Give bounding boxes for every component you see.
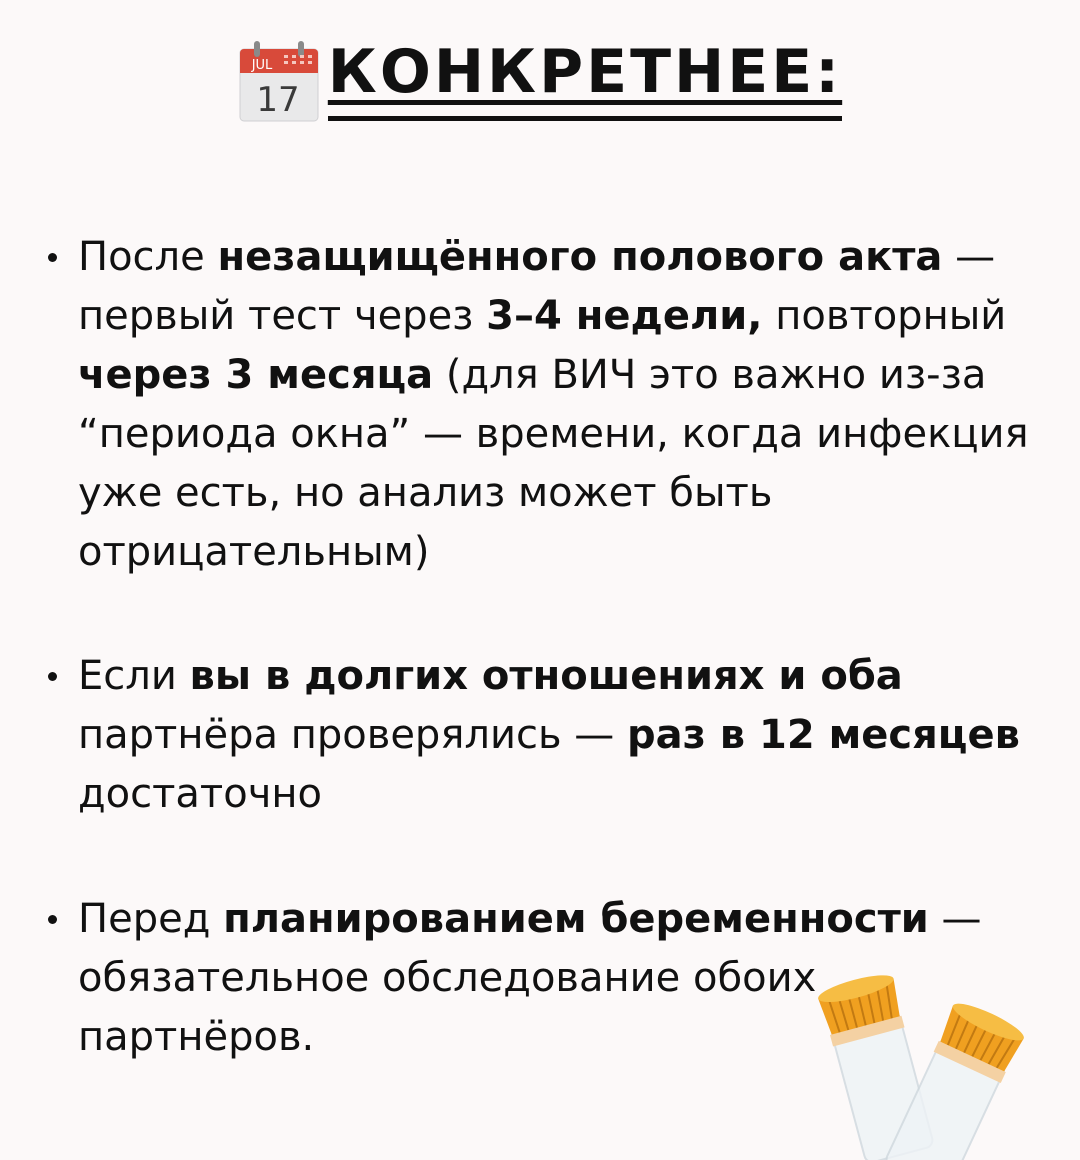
item-bold: через 3 месяца bbox=[78, 352, 434, 398]
item-bold: раз в 12 месяцев bbox=[626, 712, 1020, 758]
page-title: КОНКРЕТНЕЕ: bbox=[328, 30, 842, 121]
item-text: партнёра проверялись — bbox=[78, 712, 627, 758]
item-text: После bbox=[78, 234, 218, 280]
calendar-day: 17 bbox=[256, 80, 300, 120]
item-text: достаточно bbox=[78, 771, 322, 817]
item-text: (для ВИЧ это важно из‑за “периода окна” — времени, когда инфекция уже есть, но анализ может быть отрицательным) bbox=[78, 352, 1029, 575]
item-text: — первый тест через bbox=[78, 234, 996, 339]
item-bold: вы в долгих отношениях и оба bbox=[189, 653, 903, 699]
item-text: Если bbox=[78, 653, 190, 699]
item-bold: 3–4 недели, bbox=[486, 293, 763, 339]
bullet-dot bbox=[48, 915, 57, 924]
item-text: — обязательное обследование обоих партнёров. bbox=[78, 896, 982, 1060]
test-tubes-illustration bbox=[700, 960, 1080, 1160]
item-bold: незащищённого полового акта bbox=[217, 234, 943, 280]
calendar-month: JUL bbox=[251, 58, 273, 73]
bullet-dot bbox=[48, 672, 57, 681]
item-text: повторный bbox=[762, 293, 1007, 339]
item-text: Перед bbox=[78, 896, 224, 942]
bullet-dot bbox=[48, 253, 57, 262]
item-bold: планированием беременности bbox=[223, 896, 929, 942]
calendar-icon bbox=[238, 39, 320, 123]
page-header bbox=[0, 30, 1080, 121]
list-item bbox=[44, 647, 1044, 824]
bullet-list bbox=[44, 228, 1044, 1067]
list-item bbox=[44, 228, 1044, 582]
title-wrap bbox=[238, 30, 842, 121]
